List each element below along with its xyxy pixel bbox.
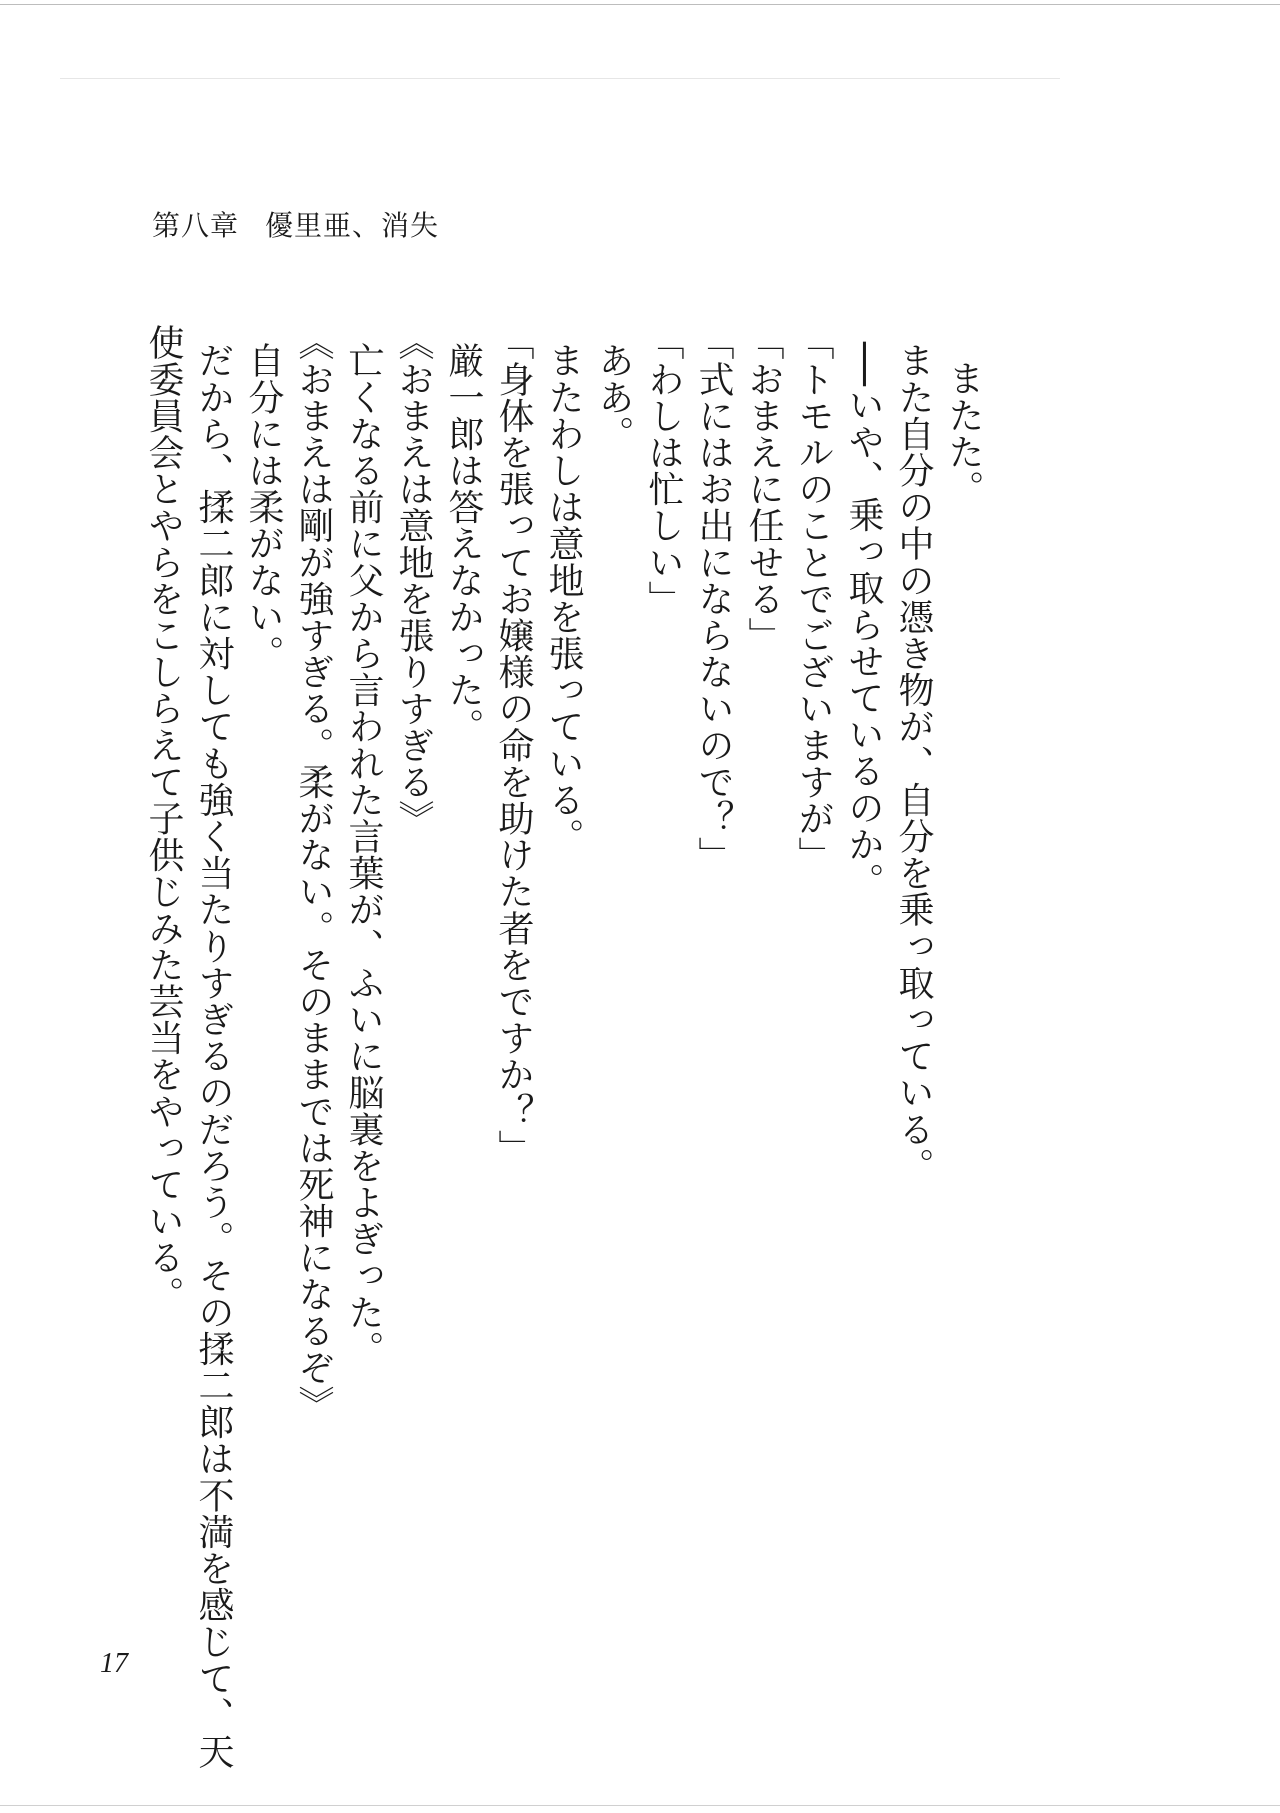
text-line: ──いや、乗っ取らせているのか。 <box>843 342 884 899</box>
scan-edge-line <box>0 1805 1280 1806</box>
text-line: またた。 <box>943 360 984 507</box>
body-text <box>118 324 988 1770</box>
text-line: 亡くなる前に父から言われた言葉が、ふいに脳裏をよぎった。 <box>343 342 384 1367</box>
running-header <box>152 204 439 244</box>
text-line: 「わしは忙しい」 <box>643 324 684 617</box>
text-line: 「トモルのことでございますが」 <box>793 324 834 873</box>
text-line: ああ。 <box>593 342 634 452</box>
text-line: 「おまえに任せる」 <box>743 324 784 654</box>
text-line: 自分には柔がない。 <box>243 342 284 672</box>
text-line: だから、揉二郎に対しても強く当たりすぎるのだろう。その揉二郎は不満を感じて、天 <box>193 342 234 1770</box>
chapter-number: 第八章 <box>152 209 240 242</box>
text-line: 《おまえは意地を張りすぎる》 <box>393 324 434 837</box>
text-line: また自分の中の憑き物が、自分を乗っ取っている。 <box>893 342 934 1184</box>
text-line: 「式にはお出にならないので？」 <box>693 324 734 873</box>
scan-edge-line <box>60 78 1060 79</box>
text-line: 「身体を張ってお嬢様の命を助けた者をですか？」 <box>493 324 534 1166</box>
text-line: またわしは意地を張っている。 <box>543 342 584 855</box>
page-number: 17 <box>100 1648 128 1679</box>
text-line: 使委員会とやらをこしらえて子供じみた芸当をやっている。 <box>143 324 184 1313</box>
text-line: 厳一郎は答えなかった。 <box>443 342 484 745</box>
scan-edge-line <box>0 4 1280 5</box>
chapter-title: 優里亜、消失 <box>265 209 440 242</box>
text-line: 《おまえは剛が強すぎる。柔がない。そのままでは死神になるぞ》 <box>293 324 334 1422</box>
